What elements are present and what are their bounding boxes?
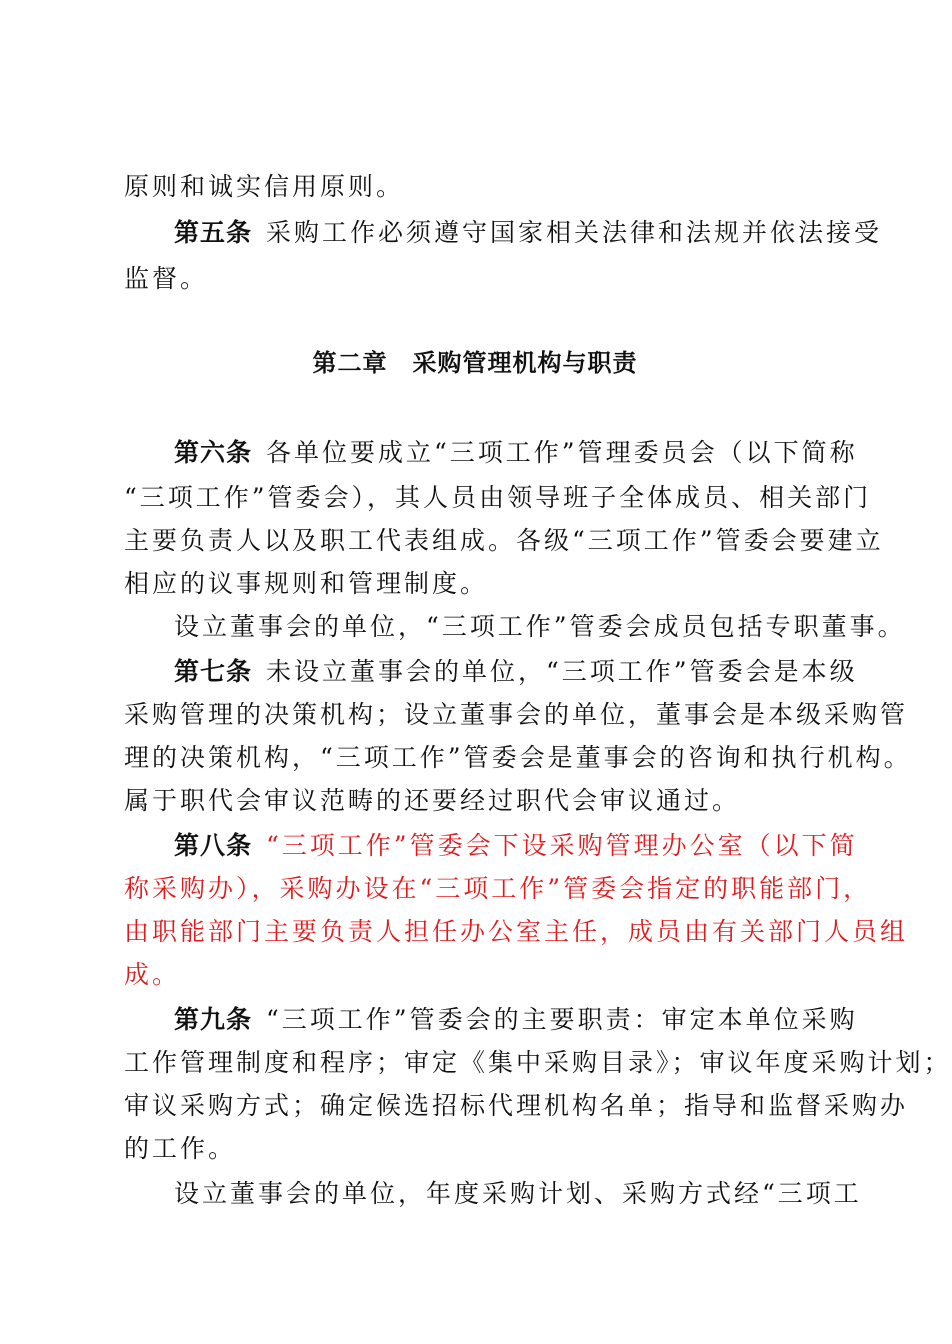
article-9-para-2: 设立董事会的单位，年度采购计划、采购方式经“三项工 [174, 1179, 862, 1208]
article-7-line-2: 采购管理的决策机构；设立董事会的单位，董事会是本级采购管 [124, 700, 909, 729]
article-8-line-1 [174, 829, 858, 863]
article-5-line-1 [174, 216, 883, 250]
article-8-line-4: 成。 [124, 960, 181, 989]
article-9-line-4: 的工作。 [124, 1134, 237, 1163]
article-8-label: 第八条 [174, 831, 253, 860]
article-9-text-1: “三项工作”管委会的主要职责：审定本单位采购 [266, 1005, 858, 1034]
article-7-line-3: 理的决策机构，“三项工作”管委会是董事会的咨询和执行机构。 [124, 743, 912, 772]
article-7-label: 第七条 [174, 657, 253, 686]
article-9-label: 第九条 [174, 1005, 253, 1034]
article-6-line-3: 主要负责人以及职工代表组成。各级“三项工作”管委会要建立 [124, 526, 884, 555]
article-9-line-3: 审议采购方式；确定候选招标代理机构名单；指导和监督采购办 [124, 1091, 909, 1120]
article-6-label: 第六条 [174, 438, 253, 467]
article-7-line-4: 属于职代会审议范畴的还要经过职代会审议通过。 [124, 786, 741, 815]
article-6-para-2: 设立董事会的单位，“三项工作”管委会成员包括专职董事。 [174, 612, 906, 641]
article-6-text-1: 各单位要成立“三项工作”管理委员会（以下简称 [266, 438, 858, 467]
article-5-label: 第五条 [174, 218, 253, 247]
chapter-title: 第二章 采购管理机构与职责 [312, 349, 638, 377]
article-5-line-2: 监督。 [124, 264, 209, 293]
article-8-line-3: 由职能部门主要负责人担任办公室主任，成员由有关部门人员组 [124, 917, 909, 946]
article-9-line-1 [174, 1003, 858, 1037]
article-8-text-1: “三项工作”管委会下设采购管理办公室（以下简 [266, 831, 858, 860]
article-6-line-2: “三项工作”管委会），其人员由领导班子全体成员、相关部门 [124, 483, 872, 512]
article-6-line-4: 相应的议事规则和管理制度。 [124, 569, 489, 598]
article-7-line-1 [174, 655, 858, 689]
article-5-text-1: 采购工作必须遵守国家相关法律和法规并依法接受 [266, 218, 883, 247]
continuation-line: 原则和诚实信用原则。 [124, 172, 405, 201]
article-9-line-2: 工作管理制度和程序；审定《集中采购目录》；审议年度采购计划； [124, 1048, 952, 1077]
article-6-line-1 [174, 436, 858, 470]
article-8-line-2: 称采购办），采购办设在“三项工作”管委会指定的职能部门， [124, 874, 872, 903]
article-7-text-1: 未设立董事会的单位，“三项工作”管委会是本级 [266, 657, 858, 686]
